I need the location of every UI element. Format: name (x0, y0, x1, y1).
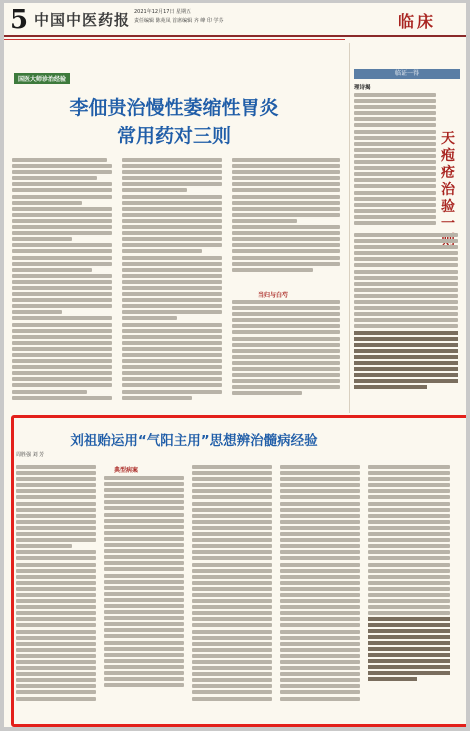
section-title: 临床 (397, 12, 436, 31)
lower-article-title: 刘祖贻运用“气阳主用”思想辨治髓病经验 (70, 433, 318, 449)
text-column (12, 158, 112, 413)
issue-date: 2021年12月17日 星期五 (134, 9, 192, 15)
top-headline-line2: 常用药对三则 (116, 125, 231, 147)
subheading: 典型病案 (114, 467, 139, 474)
page-number: 5 (10, 5, 29, 35)
text-column (16, 465, 96, 720)
text-column (280, 465, 360, 720)
lower-article-authors: 周胜强 刘 芳 (16, 452, 45, 458)
lower-article-body (16, 465, 456, 715)
sidebar-label: 理诗揭 (354, 85, 371, 91)
subheading: 当归与白芍 (258, 292, 289, 299)
text-column (232, 300, 340, 410)
newspaper-page (4, 3, 466, 727)
column-tag: 国医大师诊治经验 (14, 73, 70, 84)
top-headline-line1: 李佃贵治慢性萎缩性胃炎 (69, 97, 279, 119)
editor-credits: 责任编辑 陈苑凤 首席编辑 齐 峰 印 学芬 (134, 18, 224, 24)
text-column (368, 465, 450, 720)
sidebar (349, 43, 462, 413)
top-article-body (12, 158, 342, 413)
text-column (122, 158, 222, 413)
header-rule (4, 39, 345, 40)
sidebar-vertical-title: 天疱疮治验一 (441, 131, 455, 232)
masthead (4, 3, 466, 37)
paper-name: 中国中医药报 (34, 11, 131, 29)
sidebar-text (354, 93, 436, 227)
text-column (192, 465, 272, 720)
text-column (104, 465, 184, 720)
sidebar-heading: 临证一得 (354, 69, 460, 79)
sidebar-text (354, 233, 458, 391)
